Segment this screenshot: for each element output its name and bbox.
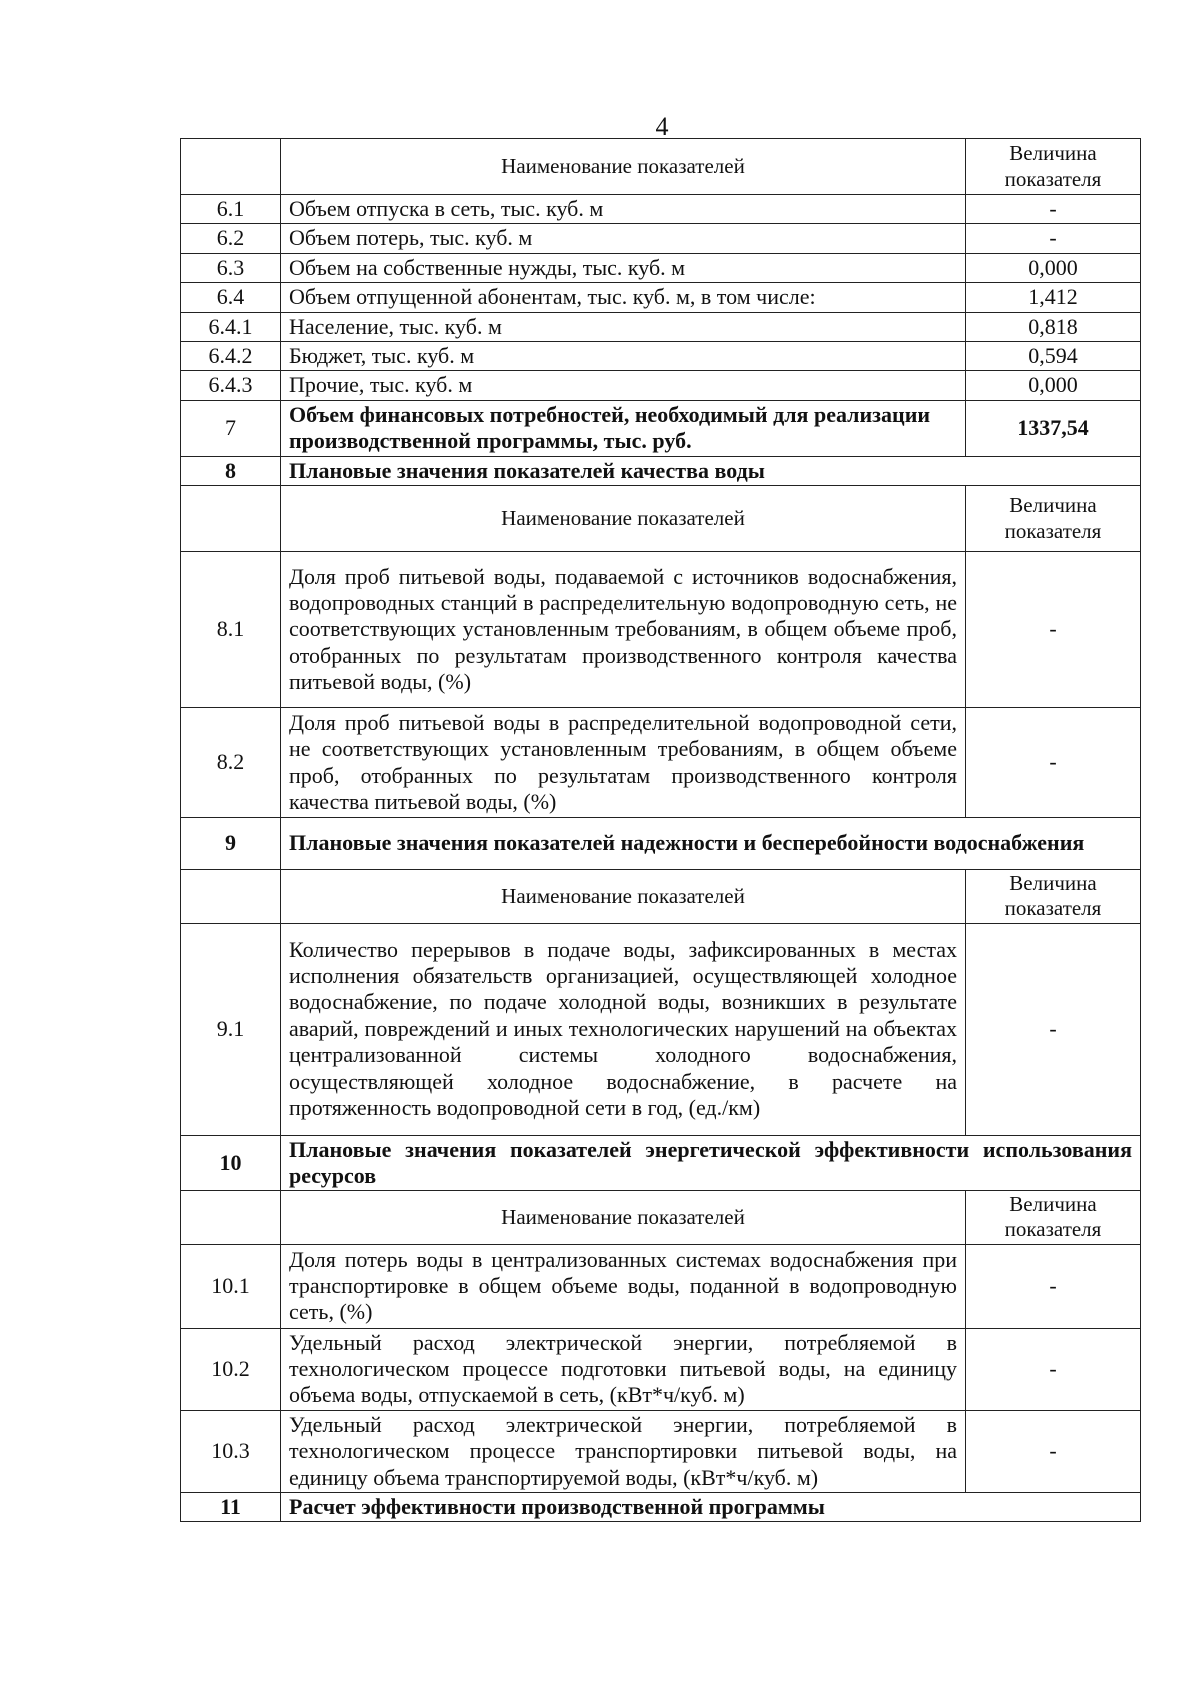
section-title: Плановые значения показателей энергетической эффективности использования ресурсов <box>281 1135 1141 1191</box>
row-number: 6.4.2 <box>181 341 281 370</box>
row-number: 6.2 <box>181 224 281 253</box>
row-text: Доля проб питьевой воды, подаваемой с источников водоснабжения, водопроводных станций в распределительную водопроводную сеть, не соответствующих установленным требованиям, в общем объеме проб, отобранных по результатам производственного контроля качества питьевой воды, (%) <box>281 552 966 708</box>
section-row <box>181 400 1141 456</box>
row-text: Прочие, тыс. куб. м <box>281 371 966 400</box>
section-number: 11 <box>181 1493 281 1522</box>
row-text: Объем отпущенной абонентам, тыс. куб. м, в том числе: <box>281 283 966 312</box>
row-number: 8.2 <box>181 708 281 818</box>
section-title: Плановые значения показателей надежности и бесперебойности водоснабжения <box>281 818 1141 870</box>
section-number: 7 <box>181 400 281 456</box>
row-number: 10.3 <box>181 1410 281 1492</box>
row-text: Объем потерь, тыс. куб. м <box>281 224 966 253</box>
row-number: 6.4.1 <box>181 312 281 341</box>
table-row <box>181 1410 1141 1492</box>
header-value-cell: Величина показателя <box>966 139 1141 195</box>
table-row <box>181 552 1141 708</box>
table-row <box>181 1328 1141 1410</box>
row-value: - <box>966 195 1141 224</box>
table-row <box>181 224 1141 253</box>
header-empty-cell <box>181 870 281 923</box>
header-label-cell: Наименование показателей <box>281 486 966 552</box>
row-number: 10.2 <box>181 1328 281 1410</box>
table-row <box>181 371 1141 400</box>
table-row <box>181 341 1141 370</box>
page-number: 4 <box>655 112 669 141</box>
row-number: 6.4 <box>181 283 281 312</box>
header-empty-cell <box>181 486 281 552</box>
row-text: Количество перерывов в подаче воды, зафиксированных в местах исполнения обязательств организацией, осуществляющей холодное водоснабжение, по подаче холодной воды, возникших в результате аварий, повреждений и иных технологических нарушений на объектах централизованной системы холодного водоснабжения, осуществляющей холодное водоснабжение, в расчете на протяженность водопроводной сети в год, (ед./км) <box>281 923 966 1135</box>
section-title: Расчет эффективности производственной программы <box>281 1493 1141 1522</box>
table-header-row <box>181 870 1141 923</box>
section-number: 9 <box>181 818 281 870</box>
row-value: - <box>966 1410 1141 1492</box>
row-number: 9.1 <box>181 923 281 1135</box>
row-value: - <box>966 552 1141 708</box>
header-empty-cell <box>181 139 281 195</box>
header-empty-cell <box>181 1191 281 1244</box>
row-value: 0,000 <box>966 371 1141 400</box>
row-text: Объем отпуска в сеть, тыс. куб. м <box>281 195 966 224</box>
row-value: - <box>966 708 1141 818</box>
section-number: 8 <box>181 456 281 485</box>
row-value: - <box>966 1244 1141 1328</box>
table-row <box>181 312 1141 341</box>
row-number: 8.1 <box>181 552 281 708</box>
row-text: Население, тыс. куб. м <box>281 312 966 341</box>
row-number: 6.1 <box>181 195 281 224</box>
row-value: 0,000 <box>966 253 1141 282</box>
table-row <box>181 923 1141 1135</box>
row-text: Доля потерь воды в централизованных системах водоснабжения при транспортировке в общем объеме воды, поданной в водопроводную сеть, (%) <box>281 1244 966 1328</box>
row-text: Удельный расход электрической энергии, потребляемой в технологическом процессе транспортировки питьевой воды, на единицу объема транспортируемой воды, (кВт*ч/куб. м) <box>281 1410 966 1492</box>
table-row <box>181 1244 1141 1328</box>
row-value: 0,594 <box>966 341 1141 370</box>
section-row <box>181 456 1141 485</box>
row-text: Бюджет, тыс. куб. м <box>281 341 966 370</box>
row-value: - <box>966 224 1141 253</box>
table-header-row <box>181 139 1141 195</box>
header-value-cell: Величина показателя <box>966 1191 1141 1244</box>
row-value: - <box>966 1328 1141 1410</box>
header-value-cell: Величина показателя <box>966 870 1141 923</box>
section-row <box>181 818 1141 870</box>
section-text: Объем финансовых потребностей, необходимый для реализации производственной программы, тыс. руб. <box>281 400 966 456</box>
table-row <box>181 708 1141 818</box>
row-number: 10.1 <box>181 1244 281 1328</box>
header-value-cell: Величина показателя <box>966 486 1141 552</box>
row-value: 0,818 <box>966 312 1141 341</box>
table-row <box>181 253 1141 282</box>
row-number: 6.3 <box>181 253 281 282</box>
row-value: - <box>966 923 1141 1135</box>
indicators-table <box>180 138 1141 1522</box>
indicators-table-body <box>181 139 1141 1522</box>
header-label-cell: Наименование показателей <box>281 1191 966 1244</box>
row-text: Удельный расход электрической энергии, потребляемой в технологическом процессе подготовки питьевой воды, на единицу объема воды, отпускаемой в сеть, (кВт*ч/куб. м) <box>281 1328 966 1410</box>
table-row <box>181 195 1141 224</box>
section-number: 10 <box>181 1135 281 1191</box>
row-value: 1,412 <box>966 283 1141 312</box>
row-number: 6.4.3 <box>181 371 281 400</box>
row-text: Доля проб питьевой воды в распределительной водопроводной сети, не соответствующих установленным требованиям, в общем объеме проб, отобранных по результатам производственного контроля качества питьевой воды, (%) <box>281 708 966 818</box>
table-row <box>181 283 1141 312</box>
table-header-row <box>181 1191 1141 1244</box>
section-row <box>181 1493 1141 1522</box>
section-row <box>181 1135 1141 1191</box>
table-header-row <box>181 486 1141 552</box>
header-label-cell: Наименование показателей <box>281 870 966 923</box>
row-text: Объем на собственные нужды, тыс. куб. м <box>281 253 966 282</box>
header-label-cell: Наименование показателей <box>281 139 966 195</box>
section-title: Плановые значения показателей качества воды <box>281 456 1141 485</box>
section-value: 1337,54 <box>966 400 1141 456</box>
